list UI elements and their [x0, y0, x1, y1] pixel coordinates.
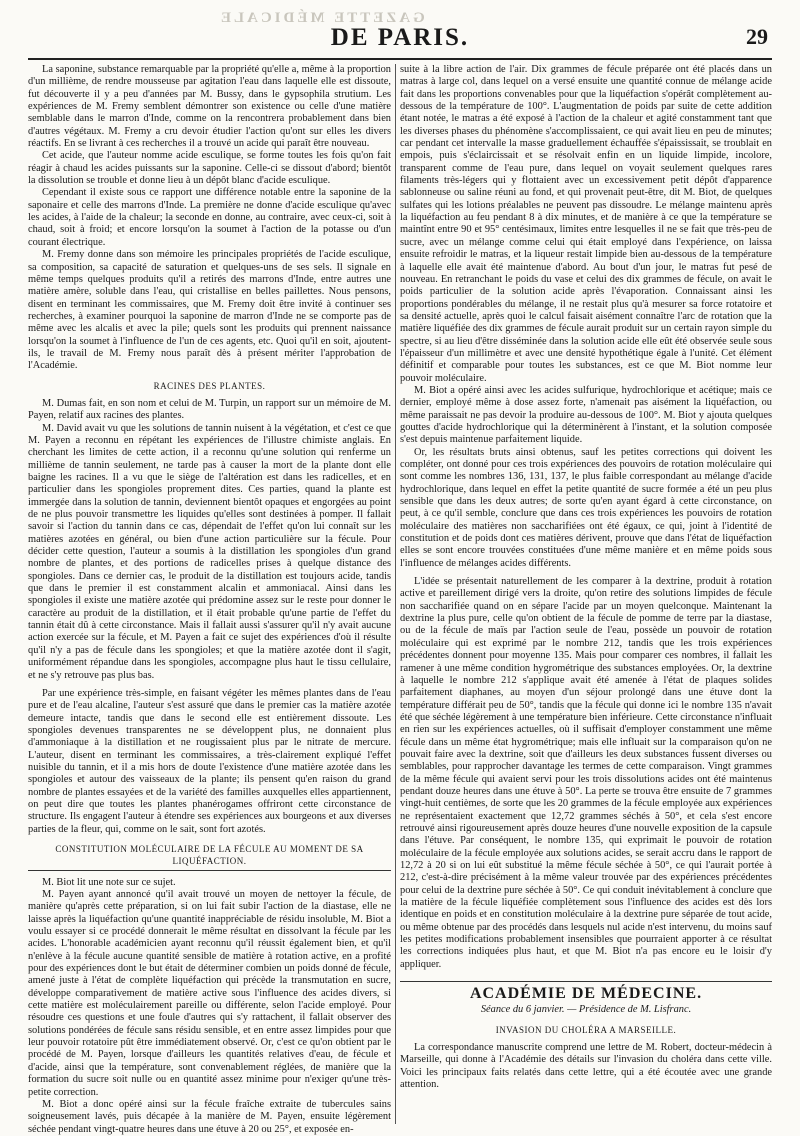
paragraph: M. Dumas fait, en son nom et celui de M. Turpin, un rapport sur un mémoire de M. Payen, relatif aux racines des plantes. — [28, 397, 391, 422]
section-heading-cholera: INVASION DU CHOLÉRA A MARSEILLE. — [495, 1024, 677, 1035]
paragraph: M. Biot a donc opéré ainsi sur la fécule fraîche extraite de tubercules sains soigneusement lavés, puis décapée à la manière de M. Payen, ensuite légèrement séchée pendant vingt-quatre heures dans une étuve à 20 ou 25°, et exposée en- — [28, 1098, 391, 1135]
bleed-through-title: GAZETTE MÉDICALE — [218, 10, 425, 26]
column-divider — [395, 64, 396, 1124]
paragraph: M. Payen ayant annoncé qu'il avait trouvé un moyen de nettoyer la fécule, de manière qu'après cette préparation, si on lui fait subir l'action de la diastase, elle ne laisse après la liquéfaction qu'une quantité inappréciable de résidu insoluble, M. Biot a voulu essayer si ce procédé donnerait le même résultat en dissolvant la fécule par les acides. L'honorable académicien ayant reconnu qu'il réussit également bien, et qu'il n'enlève à la fécule aucune quantité sensible de matière à rotation active, en a profité pour des expériences dont le but était de déterminer combien un poids donné de fécule, amené juste à l'état de complète liquéfaction qui précède la transmutation en sucre, développe comparativement de matière active sous l'influence des acides divers, si cette matière est moléculairement pareille ou différente, selon l'acide employé. Pour résoudre ces questions et une foule d'autres qui s'y rattachent, il fallait observer des solutions pondérées de fécule sans résidu sensible, et en entre assez limpides pour que leur pouvoir rotatoire pût être immédiatement observé. Or, c'est ce qu'on obtient par le procédé de M. Payen, lorsque d'ailleurs les quantités relatives d'eau, de fécule et d'acide, ainsi que la température, sont convenablement réglées, de manière que la formation du sucre soit nulle ou en quantité assez minime pour n'exiger qu'une très-petite correction. — [28, 889, 391, 1098]
left-column — [28, 64, 391, 1135]
paragraph: La saponine, substance remarquable par la propriété qu'elle a, même à la proportion d'un millième, de rendre mousseuse par agitation l'eau dans laquelle elle est dissoute, fut découverte il y a peu d'années par M. Bussy, dans le gypsophila strutium. Les expériences de M. Fremy semblent démontrer son existence ou celle d'une matière semblable dans le marron d'Inde, comme on la rencontrera probablement dans bien d'autres végétaux. M. Fremy a cru devoir étudier l'action qu'ont sur elles les divers réactifs. En se livrant à ces recherches il a trouvé un acide qui paraît être nouveau. — [28, 64, 391, 150]
paragraph: M. Biot lit une note sur ce sujet. — [42, 876, 176, 888]
paragraph: La correspondance manuscrite comprend une lettre de M. Robert, docteur-médecin à Marseille, qui donne à l'Académie des détails sur l'invasion du choléra dans cette ville. Voici les principaux faits relatés dans cette lettre, qui a été écoutée avec une grande attention. — [400, 1042, 772, 1091]
section-heading-constitution: CONSTITUTION MOLÉCULAIRE DE LA FÉCULE AU MOMENT DE SA LIQUÉFACTION. — [28, 843, 391, 871]
section-heading-racines: RACINES DES PLANTES. — [153, 380, 266, 391]
paragraph: Or, les résultats bruts ainsi obtenus, sauf les petites corrections qui doivent les compléter, ont donné pour ces trois expériences des pouvoirs de rotation moléculaire qui sont comme les nombres 136, 131, 137, le plus faible correspondant au mélange d'acide hydrochlorique, dans lequel en effet la petite quantité de sucre formée a été un peu plus sensible que dans les deux autres; de sorte qu'en ayant égard à cette circonstance, on peut, à ce qu'il semble, conclure que dans ces trois expériences les pouvoirs de rotation moléculaire des matières non saccharifiées ont été égaux, ce qui, joint à l'identité de constitution et de poids dont ces matières dérivent, prouve que dans l'état de liquéfaction elles se sont encore trouvées constituées d'une même manière et en même poids sous l'influence de mélanges acides différents. — [400, 446, 772, 569]
academie-heading: ACADÉMIE DE MÉDECINE. — [400, 981, 772, 1000]
paragraph: M. David avait vu que les solutions de tannin nuisent à la végétation, et c'est ce que M. Payen a reconnu en répétant les expériences de l'illustre chimiste anglais. En cherchant les limites de cette action, il a reconnu qu'une solution qui renferme un millième de tannin seulement, ne tarde pas à causer la mort de la plante dont elle baigne les racines. Il a vu que le siège de l'altération est dans les radicelles, et en particulier dans les spongioles proprement dites. Ces parties, quand la plante est immergée dans la solution de tannin, deviennent bientôt opaques et engorgées au point de ne plus pouvoir transmettre les liquides qu'elles sont destinées à pomper. Il fallait savoir si l'action du tannin dans ce cas, dépendait de l'effet qu'on lui connaît sur les matières azotées en général, ou bien d'une action particulière sur la fécule. Pour décider cette question, l'auteur a soumis à la distillation les spongioles d'un grand nombre de plantes, et des portions de radicelles prises à quelque distance des spongioles. Dans ce dernier cas, le produit de la distillation est toujours acide, tandis que dans le premier il est constamment alcalin et ammoniacal. Ainsi dans les spongioles il existe une matière azotée qui prédomine assez sur le reste pour donner le caractère au produit de la distillation, et il était probable qu'une partie de l'effet du tannin était dû à cette circonstance. Mais il fallait aussi s'assurer qu'il n'y avait aucune action exercée sur la fécule, et M. Payen a fait ce sujet des expériences d'où il résulte qu'il n'y a pas de fécule dans les spongioles; et que la matière azotée dont il s'agit, uniformément répandue dans les spongioles, accompagne plus haut le tissu cellulaire, et ne s'y retrouve pas plus bas. — [28, 422, 391, 681]
page-header — [28, 10, 772, 60]
newspaper-title: DE PARIS. — [330, 24, 470, 51]
page-number: 29 — [746, 24, 768, 49]
paragraph: Cependant il existe sous ce rapport une différence notable entre la saponine de la saponaire et celle des marrons d'Inde. La première ne donne d'acide esculique qu'avec les acides, à l'aide de la chaleur; la seconde en donne, au contraire, avec ceux-ci, soit à chaud, soit à froid; et encore lorsqu'on la soumet à l'action de la potasse ou d'un courant électrique. — [28, 187, 391, 248]
paragraph: Par une expérience très-simple, en faisant végéter les mêmes plantes dans de l'eau pure et de l'eau alcaline, l'auteur s'est assuré que dans le premier cas la matière azotée demeure intacte, tandis que dans le second elle est entièrement dissoute. Les spongioles devenues transparentes ne se développent plus, ne donnaient plus d'ammoniaque à la distillation et ne rougissaient plus par le nitrate de mercure. L'auteur, disent en terminant les commissaires, a très-clairement expliqué l'effet nuisible du tannin, et il a mis hors de doute l'existence d'une matière azotée dans les spongioles et autour des vaisseaux de la plante; ils pensent qu'en raison du grand nombre de plantes essayées et de la variété des familles auxquelles elles appartiennent, on peut dire que toutes les plantes phanérogames offriront cette circonstance de structure. Ils engagent l'auteur à étendre ses expériences aux bourgeons et aux diverses parties de la fleur, qui, comme on le sait, sont fort azotés. — [28, 687, 391, 835]
paragraph: suite à la libre action de l'air. Dix grammes de fécule préparée ont été placés dans un matras à large col, dans lequel on a versé ensuite une quantité connue de mélange acide fait dans les proportions convenables pour que la liquéfaction s'opérât complètement au-dessous de la température de 100°. L'augmentation de poids par suite de cette addition étant notée, le matras a été exposé à l'action de la chaleur et agité constamment tant que les diverses phases du phénomène s'accomplissaient, ce qui avait lieu en peu de minutes; car pendant cet intervalle la masse graduellement échauffée s'épaississait, se troublait en empois, puis s'éclaircissait et se résolvait enfin en un liquide limpide, incolore, transparent comme de l'eau pure, dans lequel on voyait seulement quelques rares filaments très-légers qui y flottaient avec un excessivement petit dépôt d'apparence sablonneuse ou saline réuni au fond, et qui provenait peut-être, dit M. Biot, de quelques sulfates qui les lotions préalables ne peuvent pas dissoudre. Le mélange maintenu après la liquéfaction au feu pendant 8 à dix minutes, et de manière à ce que la température se maintînt entre 90 et 95° centésimaux, limites entre lesquelles il ne se fait que très-peu de sucre, avec un mélange comme celui qui était employé dans l'expérience, on laissa ensuite refroidir le matras, et la liqueur restait limpide bien au-dessous de la température à laquelle elle avait été maintenue d'abord. Au bout d'un jour, le matras fut pesé de nouveau. En retranchant le poids du vase et celui des dix grammes de fécule, on avait le poids particulier de la solution acide après l'évaporation. Connaissant ainsi les proportions pondérables du mélange, il ne restait plus qu'à mesurer sa force rotatoire et sa densité actuelle, après quoi le calcul faisait aisément connaître l'arc de rotation que la matière liquéfiée des dix grammes de fécule aurait produit sur un certain rayon simple du spectre, si au lieu d'être disséminée dans la solution acide elle eût été observée seule sous l'épaisseur d'un millimètre et avec une densité hypothétique égale à l'unité. Cet élément définitif et comparable pour toutes les substances, est ce que M. Biot nomme leur pouvoir moléculaire. — [400, 64, 772, 384]
seance-line: Séance du 6 janvier. — Présidence de M. Lisfranc. — [480, 1004, 692, 1016]
right-column — [400, 64, 772, 1126]
paragraph: M. Biot a opéré ainsi avec les acides sulfurique, hydrochlorique et acétique; mais ce dernier, employé même à dose assez forte, n'amenait pas aisément la liquéfaction, ou même paraissait ne pas devoir la produire au-dessous de 100°. M. Biot y ajouta quelques gouttes d'acide hydrochlorique qui la déterminèrent à l'instant, et la solution composée s'est depuis maintenue parfaitement liquide. — [400, 384, 772, 446]
paragraph: L'idée se présentait naturellement de les comparer à la dextrine, produit à rotation active et pareillement dirigé vers la droite, qu'on retire des solutions limpides de fécule non saccharifiée quand on en sépare l'acide par un moyen quelconque. Maintenant la dextrine la plus pure, celle qu'on obtient de la fécule de pomme de terre par la diastase, ou de la fécule de maïs par l'action seule de l'eau, possède un pouvoir de rotation moléculaire qui est exprimé par le nombre 212, tandis que les trois expériences précédentes donnent pour moyenne 135. Mais pour comparer ces nombres, il fallait les ramener à une même condition hygrométrique des substances employées. Or, la dextrine à laquelle le nombre 212 s'applique avait été amenée à l'état de plaques solides parfaitement diaphanes, au moyen d'un séjour prolongé dans une étuve dont la température différait peu de 50°, tandis que la fécule qui donne ici le nombre 135 n'avait été que séchée légèrement à une température bien inférieure. Cette circonstance n'influait en rien sur les expériences actuelles, où il suffisait d'employer constamment une même fécule dans un même état hygrométrique; mais elle influait sur la comparaison qu'on ne pouvait faire avec la dextrine, soit que d'ailleurs les deux substances fussent diverses ou semblables, pour rapprocher davantage les termes de cette comparaison. Vingt grammes de la même fécule qui avaient servi pour les trois dissolutions acides ont été maintenus pendant douze heures dans une étuve à 50°. La perte se trouva être ensuite de 7 grammes vingt-huit centièmes, de sorte que les 20 grammes de la fécule employée aux expériences ne représentaient exactement que 12,72 grammes séchés à 50°, et cela s'est encore retrouvé ainsi rigoureusement après douze heures d'une nouvelle exposition de la capsule dans l'étuve. Par conséquent, le nombre 135, qui exprimait le pouvoir de rotation moléculaire de la fécule employée aux solutions acides, se serait accru dans le rapport de 12,72 à 20 si on lui eût substitué la même fécule séchée à 50°, ce qui l'aurait portée à 212, c'est-à-dire précisément à la même valeur trouvée par des expériences précédentes pour celui de la dextrine pure séchée à 50°. Ce qui conduit inévitablement à conclure que la matière de la fécule liquéfiée complètement sous l'influence des acides est dès lors identique en poids et en constitution moléculaire à la dextrine pure séparée de tout acide, ou même obtenue par des procédés dans lesquels nul acide n'est intervenu, du moins sauf les petites modifications probablement insensibles que pourraient apporter à ce résultat les corrections indiquées plus haut, et que M. Biot n'a pas encore eu le loisir d'y appliquer. — [400, 576, 772, 970]
paragraph: Cet acide, que l'auteur nomme acide esculique, se forme toutes les fois qu'on fait réagir à chaud les acides puissants sur la saponine. Celle-ci se dissout d'abord; bientôt la dissolution se trouble et donne lieu à un dépôt blanc d'acide esculique. — [28, 150, 391, 187]
paragraph: M. Fremy donne dans son mémoire les principales propriétés de l'acide esculique, sa composition, sa capacité de saturation et quelques-uns de ses sels. Il signale en même temps quelques produits qu'il a retirés des marrons d'Inde, entre autres une matière amère, soluble dans l'eau, qui cristallise en belles paillettes. Nous pensons, disent en terminant les commissaires, que M. Fremy doit être invité à continuer ses recherches, à examiner pourquoi la saponine de marron d'Inde ne se comporte pas de même avec les alcalis et avec la pile; quels sont les produits qui prennent naissance lorsqu'on la soumet à l'influence de l'un de ces agents, etc. Quoi qu'il en soit, ajoutent-ils, le travail de M. Fremy nous paraît dès à présent mériter l'approbation de l'Académie. — [28, 249, 391, 372]
